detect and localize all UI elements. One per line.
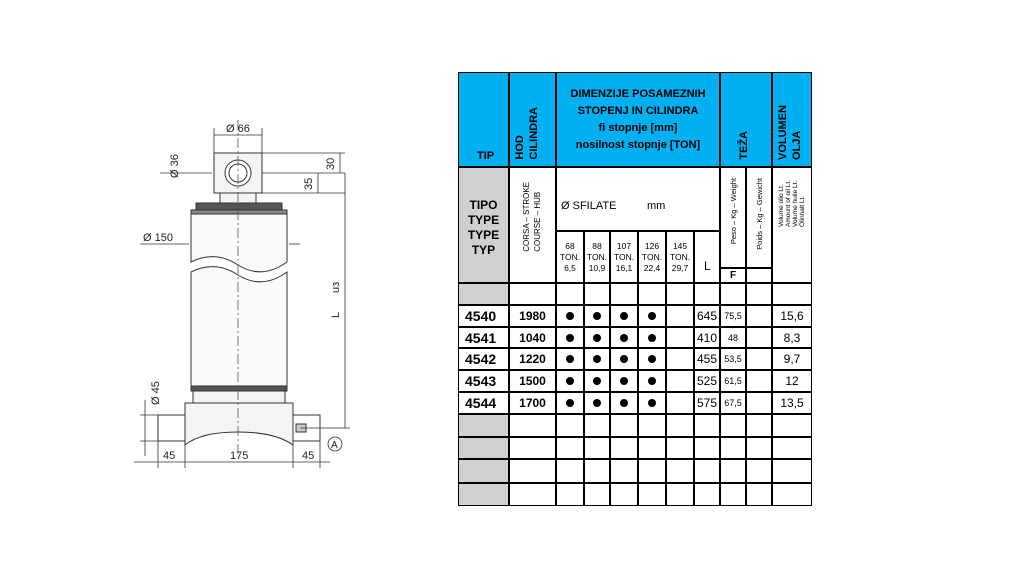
subheader-corsa xyxy=(509,167,556,283)
dimenzije-line: STOPENJ IN CILINDRA xyxy=(577,104,699,117)
stage-dot xyxy=(620,355,628,363)
stage-dia: 88 xyxy=(592,240,602,251)
tipo-line: TIPO xyxy=(469,198,498,212)
stage-dot xyxy=(566,312,574,320)
stage-header-cell xyxy=(556,231,584,283)
stage-dot xyxy=(566,377,574,385)
row-weight-blank xyxy=(746,305,772,327)
empty-cell xyxy=(638,437,666,459)
empty-cell xyxy=(694,437,720,459)
volume-line: Amount of oil Lt. xyxy=(785,180,792,227)
corsa-label: CORSA – STROKE xyxy=(522,182,531,252)
stage-header-cell xyxy=(610,231,638,283)
stage-dia: 107 xyxy=(616,240,632,251)
subheader-f xyxy=(720,268,746,283)
dim-30: 30 xyxy=(325,157,337,170)
header-hod xyxy=(509,72,556,167)
empty-cell xyxy=(746,483,772,506)
row-length: 575 xyxy=(694,392,720,414)
detail-marker-label: A xyxy=(331,440,338,451)
empty-cell xyxy=(556,414,584,437)
subheader-f-blank xyxy=(746,268,772,283)
spacer-cell xyxy=(720,283,746,305)
tipo-line: TYPE xyxy=(467,228,500,242)
row-weight: 61,5 xyxy=(720,370,746,392)
stage-dia: 68 xyxy=(565,240,575,251)
base-pin xyxy=(158,415,185,441)
subheader-peso xyxy=(720,167,746,268)
stage-dot xyxy=(566,355,574,363)
empty-cell xyxy=(584,459,610,483)
row-stage-cell xyxy=(610,305,638,327)
empty-cell xyxy=(666,483,694,506)
row-tip: 4543 xyxy=(458,370,509,392)
row-stage-cell xyxy=(666,348,694,370)
empty-cell xyxy=(509,414,556,437)
empty-cell xyxy=(584,437,610,459)
row-length: 525 xyxy=(694,370,720,392)
empty-cell xyxy=(746,414,772,437)
dimenzije-line: DIMENZIJE POSAMEZNIH xyxy=(570,87,706,100)
header-teza xyxy=(720,72,772,167)
empty-cell xyxy=(720,459,746,483)
row-tip: 4540 xyxy=(458,305,509,327)
row-stage-cell xyxy=(666,392,694,414)
row-stage-cell xyxy=(638,348,666,370)
stage-dot xyxy=(620,334,628,342)
stage-dot xyxy=(566,334,574,342)
row-weight-blank xyxy=(746,392,772,414)
volume-line: Volume huile Lt. xyxy=(792,180,799,227)
row-stroke: 1700 xyxy=(509,392,556,414)
spec-table xyxy=(458,72,812,506)
spacer-cell xyxy=(638,283,666,305)
spacer-cell xyxy=(610,283,638,305)
spacer-cell xyxy=(746,283,772,305)
empty-cell xyxy=(694,459,720,483)
row-stroke: 1980 xyxy=(509,305,556,327)
row-length: 410 xyxy=(694,327,720,348)
tipo-line: TYPE xyxy=(467,213,500,227)
header-hod-label: HOD xyxy=(514,135,526,160)
dim-diameter-bottom: Ø 45 xyxy=(150,381,162,405)
row-stage-cell xyxy=(556,392,584,414)
empty-cell xyxy=(556,459,584,483)
empty-cell xyxy=(458,437,509,459)
row-stage-cell xyxy=(556,327,584,348)
empty-cell xyxy=(694,483,720,506)
row-stage-cell xyxy=(584,327,610,348)
stage-ton: 29,7 xyxy=(671,262,689,273)
dimenzije-line: fi stopnje [mm] xyxy=(598,121,678,134)
empty-cell xyxy=(772,459,812,483)
spacer-cell xyxy=(458,283,509,305)
stage-header-cell xyxy=(584,231,610,283)
row-stage-cell xyxy=(638,327,666,348)
stage-dot xyxy=(648,334,656,342)
header-tip xyxy=(458,72,509,167)
row-stroke: 1500 xyxy=(509,370,556,392)
subheader-l xyxy=(694,231,720,283)
spacer-cell xyxy=(509,283,556,305)
empty-cell xyxy=(638,483,666,506)
empty-cell xyxy=(638,459,666,483)
row-stroke: 1220 xyxy=(509,348,556,370)
stage-dia: 126 xyxy=(644,240,660,251)
row-stage-cell xyxy=(638,392,666,414)
row-volume: 8,3 xyxy=(772,327,812,348)
dimenzije-line: nosilnost stopnje [TON] xyxy=(575,138,701,151)
row-stage-cell xyxy=(556,348,584,370)
empty-cell xyxy=(746,437,772,459)
row-weight: 75,5 xyxy=(720,305,746,327)
empty-cell xyxy=(556,483,584,506)
stage-dot xyxy=(593,377,601,385)
header-volumen-label: VOLUMEN xyxy=(777,105,789,160)
volume-line: Ölinhalt Lt. xyxy=(799,195,806,227)
stage-ton: 6,5 xyxy=(564,262,576,273)
empty-cell xyxy=(458,414,509,437)
row-weight: 53,5 xyxy=(720,348,746,370)
row-stage-cell xyxy=(584,370,610,392)
row-tip: 4544 xyxy=(458,392,509,414)
row-stage-cell xyxy=(610,348,638,370)
dim-35: 35 xyxy=(303,177,315,190)
row-stage-cell xyxy=(666,327,694,348)
row-weight-blank xyxy=(746,327,772,348)
empty-cell xyxy=(509,459,556,483)
row-stage-cell xyxy=(584,392,610,414)
empty-cell xyxy=(666,414,694,437)
stage-ton: 16,1 xyxy=(615,262,633,273)
stage-dot xyxy=(566,399,574,407)
stage-dot xyxy=(620,399,628,407)
row-stage-cell xyxy=(666,305,694,327)
row-tip: 4542 xyxy=(458,348,509,370)
header-volumen xyxy=(772,72,812,167)
row-stage-cell xyxy=(584,348,610,370)
stage-dot xyxy=(593,312,601,320)
stage-ton-label: TON. xyxy=(613,251,635,262)
volume-line: Volume olio Lt. xyxy=(778,184,785,227)
cylinder-drawing xyxy=(0,0,440,576)
row-stroke: 1040 xyxy=(509,327,556,348)
stage-dot xyxy=(620,377,628,385)
stage-dot xyxy=(648,377,656,385)
f-label: F xyxy=(729,270,737,281)
cylinder-base xyxy=(185,403,293,445)
empty-cell xyxy=(610,437,638,459)
dim-diameter-top: Ø 66 xyxy=(226,123,250,135)
row-stage-cell xyxy=(610,370,638,392)
stage-dot xyxy=(593,399,601,407)
stage-dia: 145 xyxy=(672,240,688,251)
stage-dot xyxy=(593,355,601,363)
row-stage-cell xyxy=(556,370,584,392)
stage-header-cell xyxy=(638,231,666,283)
spacer-cell xyxy=(584,283,610,305)
stage-ton-label: TON. xyxy=(586,251,608,262)
spacer-cell xyxy=(772,283,812,305)
spacer-cell xyxy=(694,283,720,305)
dim-base-right: 45 xyxy=(302,450,315,462)
row-weight-blank xyxy=(746,348,772,370)
stage-ton-label: TON. xyxy=(641,251,663,262)
empty-cell xyxy=(720,437,746,459)
stage-ton: 10,9 xyxy=(588,262,606,273)
empty-cell xyxy=(584,483,610,506)
stage-dot xyxy=(620,312,628,320)
empty-cell xyxy=(746,459,772,483)
row-weight-blank xyxy=(746,370,772,392)
stage-dot xyxy=(648,312,656,320)
l-label: L xyxy=(704,259,711,273)
stage-ton-label: TON. xyxy=(669,251,691,262)
stage-desc-line: Ø SFILATE mm xyxy=(561,200,666,212)
row-stage-cell xyxy=(584,305,610,327)
empty-cell xyxy=(666,459,694,483)
empty-cell xyxy=(509,437,556,459)
stage-dot xyxy=(648,355,656,363)
dim-length-symbol: uз xyxy=(330,281,342,293)
header-olja-label: OLJA xyxy=(791,130,803,160)
empty-cell xyxy=(610,459,638,483)
empty-cell xyxy=(720,414,746,437)
header-tip-label: TIP xyxy=(477,150,495,162)
empty-cell xyxy=(666,437,694,459)
row-stage-cell xyxy=(610,327,638,348)
row-stage-cell xyxy=(666,370,694,392)
empty-cell xyxy=(556,437,584,459)
poids-label: Poids – Kg – Gewicht xyxy=(755,178,764,250)
dim-diameter-body: Ø 150 xyxy=(143,232,173,244)
subheader-volume xyxy=(772,167,812,283)
dim-base-width: 175 xyxy=(230,450,249,462)
peso-label: Peso – Kg – Weight xyxy=(729,178,738,245)
empty-cell xyxy=(458,459,509,483)
empty-cell xyxy=(584,414,610,437)
row-weight: 67,5 xyxy=(720,392,746,414)
subheader-tipo xyxy=(458,167,509,283)
row-volume: 15,6 xyxy=(772,305,812,327)
row-tip: 4541 xyxy=(458,327,509,348)
empty-cell xyxy=(610,483,638,506)
row-stage-cell xyxy=(638,305,666,327)
spacer-cell xyxy=(666,283,694,305)
empty-cell xyxy=(694,414,720,437)
stage-dot xyxy=(593,334,601,342)
dim-base-left: 45 xyxy=(163,450,176,462)
row-stage-cell xyxy=(556,305,584,327)
empty-cell xyxy=(772,414,812,437)
row-volume: 12 xyxy=(772,370,812,392)
empty-cell xyxy=(772,483,812,506)
row-weight: 48 xyxy=(720,327,746,348)
header-dimenzije xyxy=(556,72,720,167)
empty-cell xyxy=(509,483,556,506)
cylinder-body xyxy=(191,214,287,272)
empty-cell xyxy=(772,437,812,459)
dim-length-label: L xyxy=(330,311,342,318)
spacer-cell xyxy=(556,283,584,305)
stage-dot xyxy=(648,399,656,407)
row-volume: 9,7 xyxy=(772,348,812,370)
course-label: COURSE – HUB xyxy=(533,191,542,252)
row-stage-cell xyxy=(610,392,638,414)
empty-cell xyxy=(458,483,509,506)
row-volume: 13,5 xyxy=(772,392,812,414)
empty-cell xyxy=(720,483,746,506)
header-teza-label: TEŽA xyxy=(738,131,750,160)
tipo-line: TYP xyxy=(471,243,496,257)
dim-diameter-eye: Ø 36 xyxy=(169,154,181,178)
stage-ton: 22,4 xyxy=(643,262,661,273)
empty-cell xyxy=(610,414,638,437)
subheader-stages-desc xyxy=(556,167,720,231)
header-cilindra-label: CILINDRA xyxy=(528,107,540,160)
subheader-poids xyxy=(746,167,772,268)
empty-cell xyxy=(638,414,666,437)
stage-ton-label: TON. xyxy=(559,251,581,262)
row-length: 455 xyxy=(694,348,720,370)
stage-header-cell xyxy=(666,231,694,283)
row-length: 645 xyxy=(694,305,720,327)
row-stage-cell xyxy=(638,370,666,392)
